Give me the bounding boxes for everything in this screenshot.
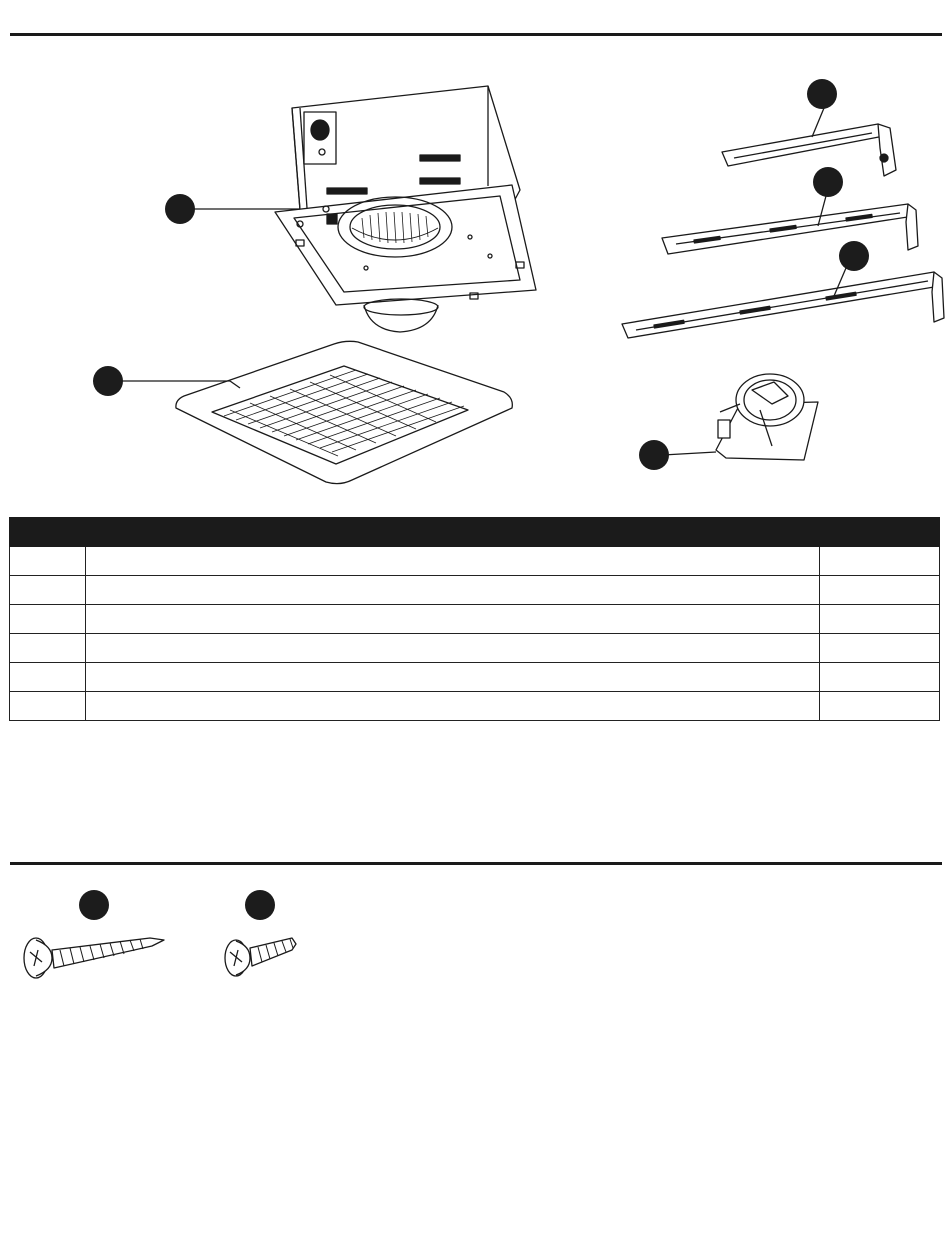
callout-marker-grille — [93, 366, 123, 396]
table-header-cell — [10, 518, 86, 547]
table-cell — [820, 692, 940, 721]
hardware-divider — [10, 862, 942, 865]
table-cell — [86, 547, 820, 576]
table-cell — [86, 605, 820, 634]
short-machine-screw-icon — [225, 938, 296, 976]
table-cell — [820, 634, 940, 663]
table-row — [10, 576, 940, 605]
callout-marker-machine-screw — [245, 890, 275, 920]
table-header-cell — [820, 518, 940, 547]
long-wood-screw-icon — [24, 938, 164, 978]
table-cell — [86, 692, 820, 721]
package-contents-table — [9, 517, 940, 721]
table-cell — [820, 663, 940, 692]
grille-drawing — [110, 341, 512, 483]
callout-marker-bar-medium — [813, 167, 843, 197]
table-cell — [10, 547, 86, 576]
table-cell — [86, 576, 820, 605]
table-row — [10, 692, 940, 721]
mounting-bars-drawing — [622, 108, 944, 338]
table-cell — [10, 692, 86, 721]
callout-marker-housing — [165, 194, 195, 224]
duct-connector-drawing — [663, 374, 818, 460]
table-cell — [820, 576, 940, 605]
callout-marker-duct-connector — [639, 440, 669, 470]
table-cell — [10, 663, 86, 692]
table-cell — [10, 576, 86, 605]
table-row — [10, 605, 940, 634]
callout-marker-bar-short — [807, 79, 837, 109]
table-cell — [820, 547, 940, 576]
table-cell — [86, 663, 820, 692]
table-row — [10, 547, 940, 576]
table-cell — [10, 605, 86, 634]
callout-marker-bar-long — [839, 241, 869, 271]
table-header-cell — [86, 518, 820, 547]
callout-marker-wood-screw — [79, 890, 109, 920]
table-cell — [820, 605, 940, 634]
table-row — [10, 634, 940, 663]
fan-housing-drawing — [192, 86, 536, 332]
table-row — [10, 663, 940, 692]
table-header-row — [10, 518, 940, 547]
table-cell — [86, 634, 820, 663]
table-cell — [10, 634, 86, 663]
